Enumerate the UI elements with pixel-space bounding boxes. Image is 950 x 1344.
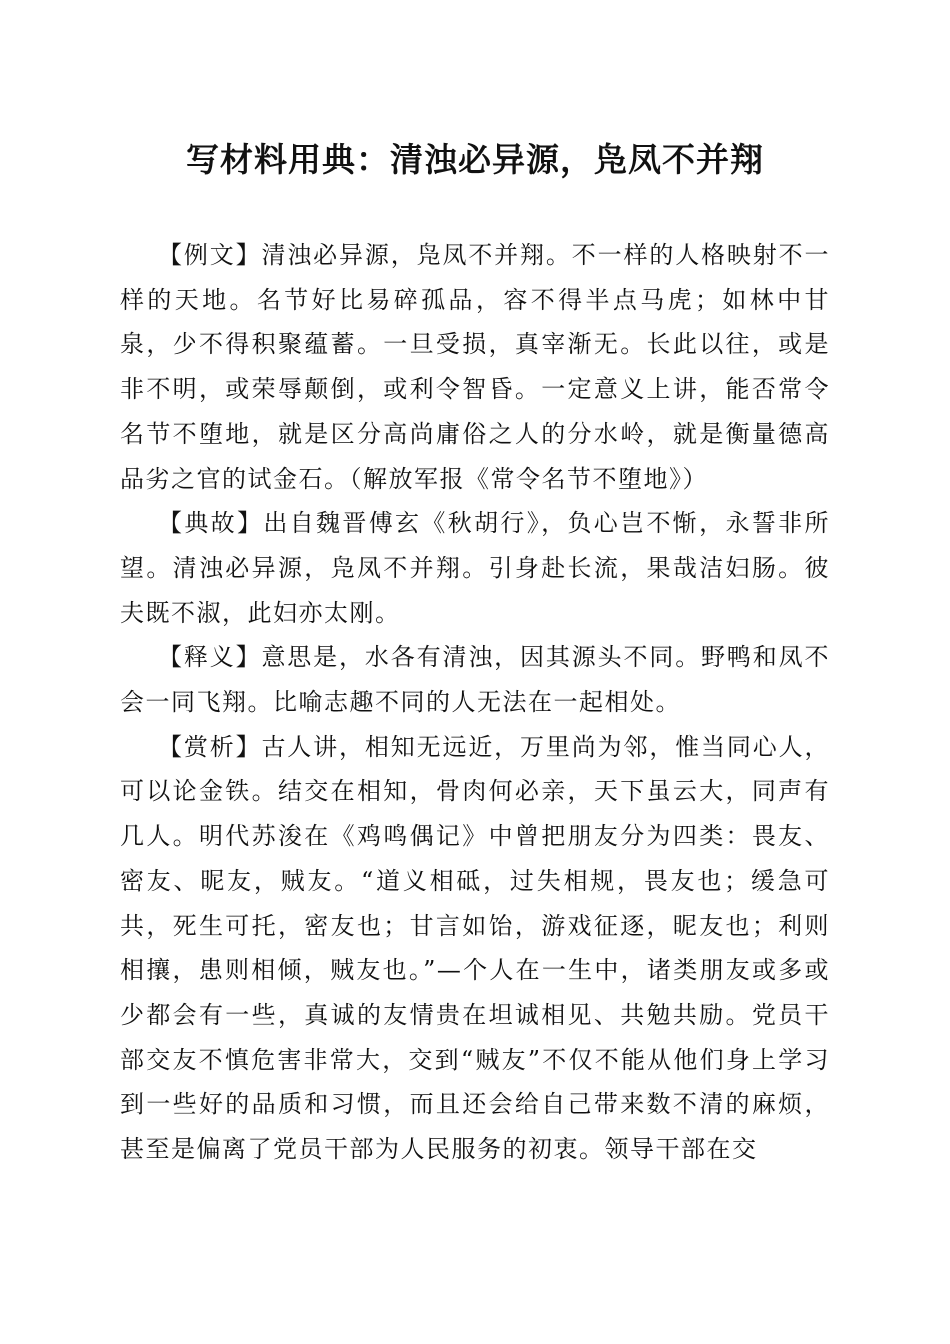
paragraph-example: 【例文】清浊必异源，凫凤不并翔。不一样的人格映射不一样的天地。名节好比易碎孤品，容不得半点马虎；如林中甘泉，少不得积聚蕴蓄。一旦受损，真宰渐无。长此以往，或是非不明，或荣辱颠倒，或利令智昏。一定意义上讲，能否常令名节不堕地，就是区分高尚庸俗之人的分水岭，就是衡量德高品劣之官的试金石。（解放军报《常令名节不堕地》） <box>120 241 830 493</box>
paragraph-appreciation: 【赏析】古人讲，相知无远近，万里尚为邻，惟当同心人，可以论金铁。结交在相知，骨肉何必亲，天下虽云大，同声有几人。明代苏浚在《鸡鸣偶记》中曾把朋友分为四类：畏友、密友、昵友，贼友。“道义相砥，过失相规，畏友也；缓急可共，死生可托，密友也；甘言如饴，游戏征逐，昵友也；利则相攘，患则相倾，贼友也。”—个人在一生中，诸类朋友或多或少都会有一些，真诚的友情贵在坦诚相见、共勉共励。党员干部交友不慎危害非常大，交到“贼友”不仅不能从他们身上学习到一些好的品质和习惯，而且还会给自己带来数不清的麻烦，甚至是偏离了党员干部为人民服务的初衷。领导干部在交 <box>120 732 830 1164</box>
document-title: 写材料用典：清浊必异源，凫凤不并翔 <box>186 140 764 179</box>
paragraph-allusion: 【典故】出自魏晋傅玄《秋胡行》，负心岂不惭，永誓非所望。清浊必异源，凫凤不并翔。引身赴长流，果哉洁妇肠。彼夫既不淑，此妇亦太刚。 <box>120 509 830 627</box>
document-body <box>120 233 830 1172</box>
paragraph-meaning: 【释义】意思是，水各有清浊，因其源头不同。野鸭和凤不会一同飞翔。比喻志趣不同的人无法在一起相处。 <box>120 643 830 717</box>
